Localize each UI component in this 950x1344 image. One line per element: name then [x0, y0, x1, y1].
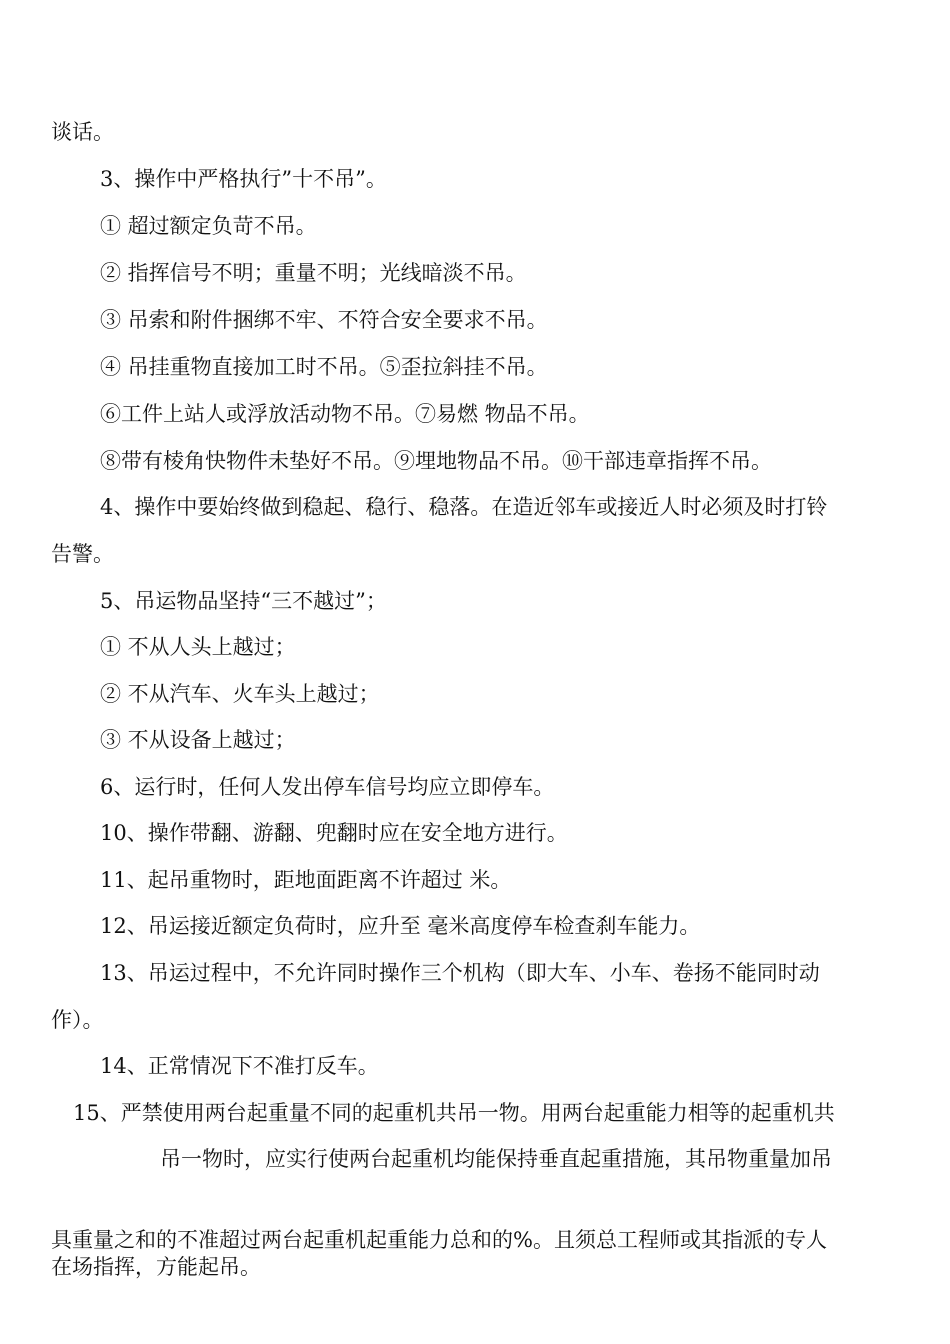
text-line: 10、操作带翻、游翻、兜翻时应在安全地方进行。 [100, 821, 568, 845]
text-line: 15、严禁使用两台起重量不同的起重机共吊一物。用两台起重能力相等的起重机共 [73, 1101, 835, 1125]
text-line: ④ 吊挂重物直接加工时不吊。⑤歪拉斜挂不吊。 [100, 355, 548, 379]
text-line: 4、操作中要始终做到稳起、稳行、稳落。在造近邻车或接近人时必须及时打铃 [100, 495, 828, 519]
text-line: 告警。 [51, 542, 114, 566]
text-line: 具重量之和的不准超过两台起重机起重能力总和的%。且须总工程师或其指派的专人 [51, 1228, 827, 1252]
text-line: 3、操作中严格执行”十不吊”。 [100, 167, 387, 191]
text-line: 在场指挥，方能起吊。 [51, 1255, 261, 1279]
text-line: ① 超过额定负苛不吊。 [100, 214, 317, 238]
text-line: 12、吊运接近额定负荷时，应升至 毫米高度停车检查刹车能力。 [100, 914, 701, 938]
text-line: ③ 不从设备上越过； [100, 728, 296, 752]
text-line: 11、起吊重物时，距地面距离不许超过 米。 [100, 868, 512, 892]
text-line: 作）。 [51, 1008, 104, 1032]
text-line: 吊一物时，应实行使两台起重机均能保持垂直起重措施，其吊物重量加吊 [160, 1147, 832, 1171]
text-line: ⑧带有棱角快物件未垫好不吊。⑨埋地物品不吊。⑩干部违章指挥不吊。 [100, 449, 772, 473]
text-line: ⑥工件上站人或浮放活动物不吊。⑦易燃 物品不吊。 [100, 402, 590, 426]
text-line: ② 指挥信号不明；重量不明；光线暗淡不吊。 [100, 261, 527, 285]
text-line: 5、吊运物品坚持“三不越过”； [100, 589, 387, 613]
text-line: 13、吊运过程中，不允许同时操作三个机构（即大车、小车、卷扬不能同时动 [100, 961, 820, 985]
text-line: 谈话。 [51, 120, 114, 144]
text-line: ③ 吊索和附件捆绑不牢、不符合安全要求不吊。 [100, 308, 548, 332]
text-line: 6、运行时，任何人发出停车信号均应立即停车。 [100, 775, 555, 799]
text-line: ② 不从汽车、火车头上越过； [100, 682, 380, 706]
text-line: ① 不从人头上越过； [100, 635, 296, 659]
text-line: 14、正常情况下不准打反车。 [100, 1054, 379, 1078]
